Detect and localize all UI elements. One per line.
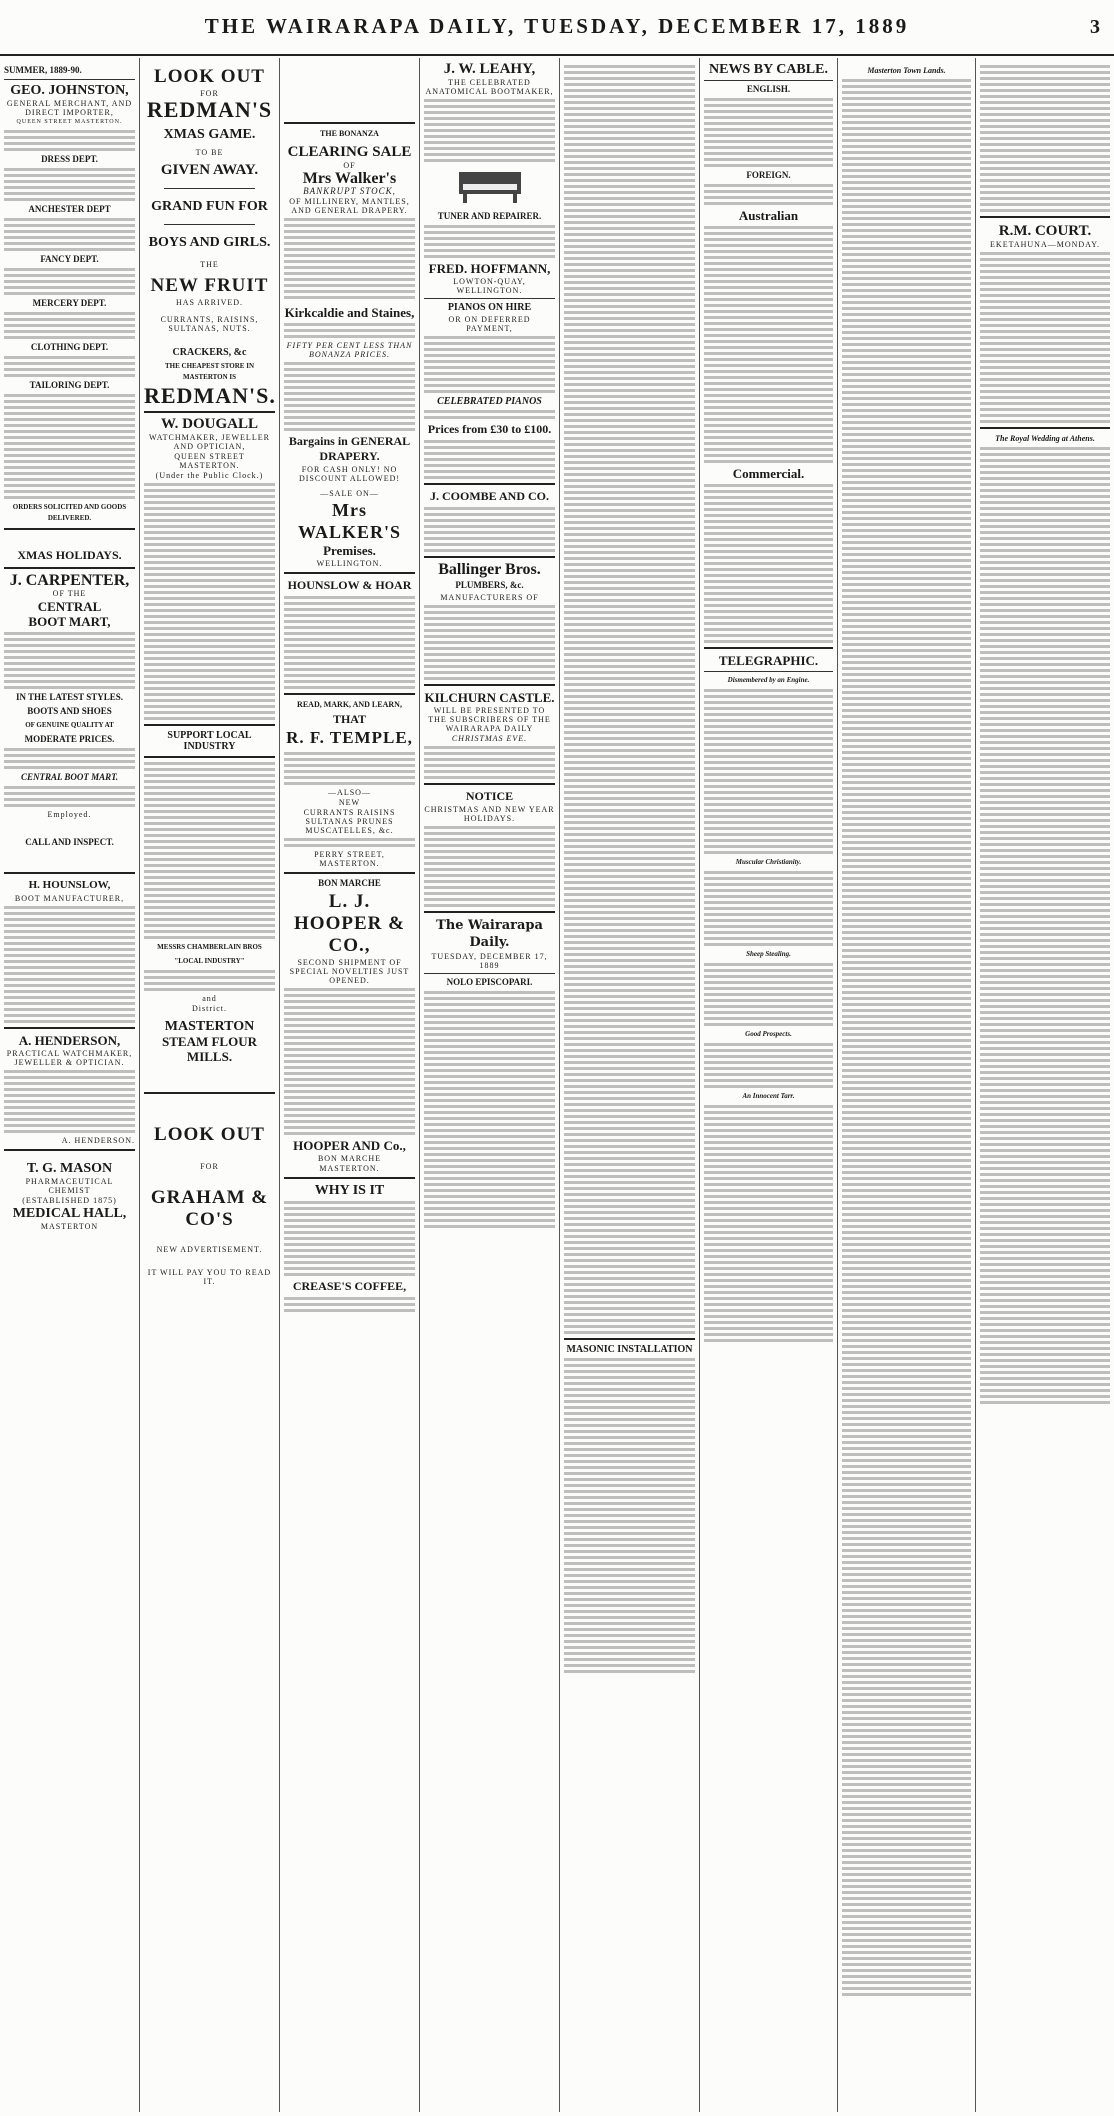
new-advertisement: NEW ADVERTISEMENT. — [156, 1245, 263, 1254]
mason-name: T. G. MASON — [26, 1161, 113, 1176]
for-label: FOR — [200, 89, 219, 98]
muscular-christianity: Muscular Christianity. — [735, 858, 802, 866]
bargains: Bargains in GENERAL DRAPERY. — [288, 434, 411, 463]
local-industry-quote: "LOCAL INDUSTRY" — [174, 957, 245, 965]
redmans-2: REDMAN'S. — [144, 383, 276, 408]
boot-mart-heading: BOOT MART, — [28, 614, 111, 629]
issue-date: TUESDAY, DECEMBER 17, 1889 — [431, 952, 548, 970]
manufacturers-of: MANUFACTURERS OF — [440, 593, 539, 602]
season-heading: SUMMER, 1889-90. — [4, 65, 82, 75]
masterton-heading: MASTERTON — [164, 1019, 255, 1034]
foreign-heading: FOREIGN. — [746, 170, 791, 180]
pianos-on-hire: PIANOS ON HIRE — [447, 302, 532, 313]
celebrated-pianos: CELEBRATED PIANOS — [437, 396, 542, 407]
australian-heading: Australian — [738, 208, 799, 223]
commercial-heading: Commercial. — [732, 466, 805, 481]
crackers: CRACKERS, &c — [172, 347, 247, 358]
carpenter-name: J. CARPENTER, — [9, 572, 130, 589]
has-arrived: HAS ARRIVED. — [175, 298, 244, 307]
moderate-prices: MODERATE PRICES. — [24, 734, 115, 744]
section-heading: ANCHESTER DEPT — [28, 204, 111, 214]
column-6 — [700, 58, 838, 2112]
wellington: WELLINGTON. — [316, 559, 383, 568]
section-heading: DRESS DEPT. — [41, 154, 98, 164]
merchant-name: GEO. JOHNSTON, — [10, 83, 129, 98]
read-mark-learn: READ, MARK, AND LEARN, — [297, 700, 402, 709]
section-heading: MERCERY DEPT. — [32, 298, 107, 308]
henderson-sub: PRACTICAL WATCHMAKER, JEWELLER & OPTICIAN. — [6, 1049, 133, 1067]
also-label: —ALSO— — [328, 788, 371, 797]
paper-nameplate: The Wairarapa Daily. — [436, 918, 543, 950]
fruits-list: CURRANTS RAISINS SULTANAS PRUNES MUSCATELLES, &c. — [303, 808, 396, 835]
central-boot-mart: CENTRAL BOOT MART. — [20, 772, 119, 782]
creases-coffee: CREASE'S COFFEE, — [292, 1279, 407, 1293]
dougall-name: W. DOUGALL — [161, 416, 258, 432]
column-3 — [280, 58, 420, 2112]
district-label: District. — [192, 1004, 227, 1013]
fifty-percent: FIFTY PER CENT LESS THAN BONANZA PRICES. — [286, 341, 413, 359]
piano-prices: Prices from £30 to £100. — [427, 422, 552, 436]
merchant-sub: GENERAL MERCHANT, AND DIRECT IMPORTER, — [6, 99, 133, 117]
boots-shoes: BOOTS AND SHOES — [27, 706, 112, 716]
bankrupt-stock: BANKRUPT STOCK, — [303, 186, 396, 196]
christmas-eve: CHRISTMAS EVE. — [451, 734, 528, 743]
given-away: GIVEN AWAY. — [160, 162, 259, 178]
genuine-quality: OF GENUINE QUALITY AT — [25, 721, 114, 729]
rm-court: R.M. COURT. — [998, 223, 1092, 239]
page-number: 3 — [1090, 16, 1100, 38]
of-the: OF THE — [52, 589, 87, 598]
innocent-tarr: An Innocent Tarr. — [742, 1092, 795, 1100]
fruit-list: CURRANTS, RAISINS, SULTANAS, NUTS. — [160, 315, 259, 333]
merchant-street: QUEEN STREET MASTERTON. — [16, 119, 123, 125]
column-2 — [140, 58, 280, 2112]
dougall-sub: WATCHMAKER, JEWELLER AND OPTICIAN, — [149, 433, 270, 451]
sale-on: —SALE ON— — [320, 489, 379, 498]
section-heading: FANCY DEPT. — [40, 254, 99, 264]
columns — [0, 58, 1114, 2112]
sheep-stealing: Sheep Stealing. — [746, 950, 791, 958]
henderson-name: A. HENDERSON, — [18, 1033, 121, 1048]
grand-fun: GRAND FUN FOR — [151, 199, 268, 214]
notice-heading: NOTICE — [465, 789, 514, 803]
for-label-2: FOR — [200, 1162, 219, 1171]
temple-name: R. F. TEMPLE, — [286, 728, 413, 747]
henderson-sign: A. HENDERSON. — [61, 1136, 135, 1145]
support-local-industry: SUPPORT LOCAL INDUSTRY — [167, 730, 252, 752]
kirkcaldie: Kirkcaldie and Staines, — [284, 305, 415, 320]
premises: Premises. — [323, 543, 376, 558]
boys-girls: BOYS AND GIRLS. — [148, 235, 271, 250]
deferred-payment: OR ON DEFERRED PAYMENT, — [448, 315, 531, 333]
column-7 — [838, 58, 976, 2112]
kilchurn-castle: KILCHURN CASTLE. — [424, 690, 555, 705]
dougall-street: QUEEN STREET MASTERTON. — [174, 452, 245, 470]
masonic-installation: MASONIC INSTALLATION — [566, 1344, 693, 1355]
leahy-sub: THE CELEBRATED ANATOMICAL BOOTMAKER, — [425, 78, 554, 96]
graham-co: GRAHAM & CO'S — [150, 1187, 269, 1230]
bon-marche: BON MARCHE — [318, 878, 381, 888]
and-label: and — [202, 994, 217, 1003]
masterton-3: MASTERTON. — [319, 1164, 380, 1173]
column-1 — [0, 58, 140, 2112]
cash-only: FOR CASH ONLY! NO DISCOUNT ALLOWED! — [298, 465, 401, 483]
xmas-heading: XMAS HOLIDAYS. — [17, 548, 122, 562]
section-heading: CLOTHING DEPT. — [30, 342, 109, 352]
english-heading: ENGLISH. — [746, 84, 791, 94]
mrs-walkers-2: Mrs WALKER'S — [297, 500, 402, 542]
mrs-walkers: Mrs Walker's — [302, 170, 397, 187]
piano-illustration — [424, 166, 555, 207]
hooper-co: HOOPER AND Co., — [293, 1138, 406, 1153]
holidays-notice: CHRISTMAS AND NEW YEAR HOLIDAYS. — [424, 805, 555, 823]
mason-established: (ESTABLISHED 1875) — [22, 1196, 117, 1205]
cheapest-store: THE CHEAPEST STORE IN MASTERTON IS — [164, 362, 255, 381]
orders-notice: ORDERS SOLICITED AND GOODS DELIVERED. — [12, 503, 127, 522]
of-label: OF — [343, 161, 356, 170]
millinery: OF MILLINERY, MANTLES, AND GENERAL DRAPERY. — [289, 197, 410, 215]
telegraphic-heading: TELEGRAPHIC. — [718, 653, 819, 668]
hoffmann-name: FRED. HOFFMANN, — [428, 261, 551, 276]
mason-town: MASTERTON — [40, 1222, 99, 1231]
new-label: NEW — [338, 798, 361, 807]
look-out: LOOK OUT — [154, 66, 265, 87]
column-5 — [560, 58, 700, 2112]
eketahuna: EKETAHUNA—MONDAY. — [990, 240, 1100, 249]
nolo-episcopari: NOLO EPISCOPARI. — [446, 977, 533, 987]
hounslow-hoar: HOUNSLOW & HOAR — [287, 578, 412, 592]
steam-flour-mills: STEAM FLOUR MILLS. — [162, 1034, 257, 1064]
mason-sub: PHARMACEUTICAL CHEMIST — [25, 1177, 114, 1195]
news-by-cable: NEWS BY CABLE. — [709, 62, 828, 77]
new-fruit: NEW FRUIT — [150, 275, 269, 296]
hooper-name: L. J. HOOPER & CO., — [294, 891, 405, 956]
town-lands-heading: Masterton Town Lands. — [867, 66, 946, 75]
to-be: TO BE — [195, 148, 224, 157]
dougall-clock: (Under the Public Clock.) — [155, 471, 264, 480]
second-shipment: SECOND SHIPMENT OF SPECIAL NOVELTIES JUST OPENED. — [289, 958, 410, 985]
that-label: THAT — [332, 712, 367, 726]
xmas-game: XMAS GAME. — [163, 127, 256, 142]
bon-marche-2: BON MARCHE — [317, 1154, 382, 1163]
look-out-2: LOOK OUT — [154, 1124, 265, 1145]
medical-hall: MEDICAL HALL, — [12, 1206, 127, 1221]
dismembered-heading: Dismembered by an Engine. — [727, 676, 810, 684]
employed: Employed. — [47, 810, 92, 819]
redmans: REDMAN'S — [146, 97, 273, 122]
column-8 — [976, 58, 1114, 2112]
perry-street: PERRY STREET, MASTERTON. — [314, 850, 385, 868]
clearing-sale: CLEARING SALE — [287, 144, 412, 160]
good-prospects: Good Prospects. — [745, 1030, 792, 1038]
central-heading: CENTRAL — [37, 599, 102, 614]
why-is-it: WHY IS IT — [314, 1183, 385, 1198]
tuner-repairer: TUNER AND REPAIRER. — [437, 211, 542, 221]
ballinger-bros: Ballinger Bros. — [438, 561, 541, 578]
leahy-name: J. W. LEAHY, — [443, 61, 536, 77]
hounslow-name: H. HOUNSLOW, — [28, 879, 111, 891]
hounslow-sub: BOOT MANUFACTURER, — [14, 894, 125, 903]
coombe-name: J. COOMBE AND CO. — [429, 489, 549, 503]
bonanza-heading: THE BONANZA — [320, 129, 379, 138]
pay-to-read: IT WILL PAY YOU TO READ IT. — [147, 1268, 272, 1286]
latest-styles: IN THE LATEST STYLES. — [15, 692, 124, 702]
presented-to: WILL BE PRESENTED TO THE SUBSCRIBERS OF THE WAIRARAPA DAILY — [428, 706, 551, 733]
the-label: THE — [200, 260, 219, 269]
section-heading: TAILORING DEPT. — [29, 380, 110, 390]
plumbers: PLUMBERS, &c. — [455, 580, 524, 590]
newspaper-title: THE WAIRARAPA DAILY, TUESDAY, DECEMBER 17, 1889 — [204, 14, 910, 38]
royal-wedding: The Royal Wedding at Athens. — [995, 434, 1095, 443]
masthead — [0, 0, 1114, 56]
hoffmann-sub: LOWTON-QUAY, WELLINGTON. — [453, 277, 526, 295]
chamberlain-bros: MESSRS CHAMBERLAIN BROS — [157, 943, 262, 951]
call-inspect: CALL AND INSPECT. — [25, 837, 114, 847]
column-4 — [420, 58, 560, 2112]
